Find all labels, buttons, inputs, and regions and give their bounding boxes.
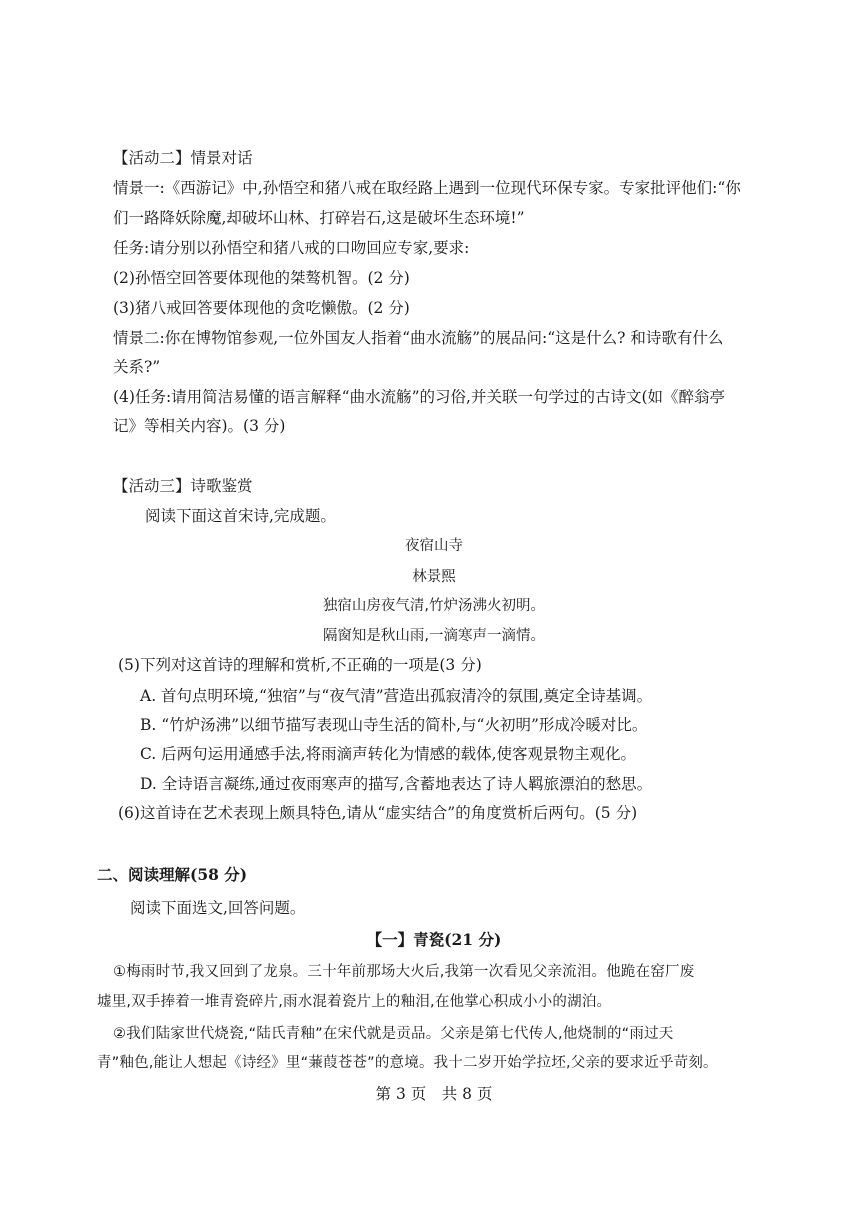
option-b: B. “竹炉汤沸”以细节描写表现山寺生活的简朴,与“火初明”形成冷暖对比。 xyxy=(140,716,648,734)
activity3-heading: 【活动三】诗歌鉴赏 xyxy=(113,477,253,495)
poem-line-2: 隔窗知是秋山雨,一滴寒声一滴情。 xyxy=(322,628,546,644)
task-line: 任务:请分别以孙悟空和猪八戒的口吻回应专家,要求: xyxy=(113,239,470,257)
poem-author: 林景熙 xyxy=(412,569,456,585)
section2-heading: 二、阅读理解(58 分) xyxy=(97,865,248,884)
option-a: A. 首句点明环境,“独宿”与“夜气清”营造出孤寂清冷的氛围,奠定全诗基调。 xyxy=(140,687,653,705)
paragraph-1-line1: ①梅雨时节,我又回到了龙泉。三十年前那场大火后,我第一次看见父亲流泪。他跪在窑厂废 xyxy=(113,964,695,980)
question-4-line2: 记》等相关内容)。(3 分) xyxy=(113,417,286,435)
paragraph-1-line2: 墟里,双手捧着一堆青瓷碎片,雨水混着瓷片上的釉泪,在他掌心积成小小的湖泊。 xyxy=(97,994,612,1010)
poem-intro: 阅读下面这首宋诗,完成题。 xyxy=(145,507,336,525)
section2-intro: 阅读下面选文,回答问题。 xyxy=(130,899,306,917)
activity2-heading: 【活动二】情景对话 xyxy=(113,149,253,167)
question-6: (6)这首诗在艺术表现上颇具特色,请从“虚实结合”的角度赏析后两句。(5 分) xyxy=(118,804,638,822)
option-c: C. 后两句运用通感手法,将雨滴声转化为情感的载体,使客观景物主观化。 xyxy=(140,745,637,763)
poem-line-1: 独宿山房夜气清,竹炉汤沸火初明。 xyxy=(322,598,546,614)
question-5: (5)下列对这首诗的理解和赏析,不正确的一项是(3 分) xyxy=(118,656,482,674)
article-title: 【一】青瓷(21 分) xyxy=(366,930,502,949)
paragraph-2-line2: 青”釉色,能让人想起《诗经》里“蒹葭苍苍”的意境。我十二岁开始学拉坯,父亲的要求近乎苛刻。 xyxy=(97,1055,718,1071)
page-number: 第 3 页 共 8 页 xyxy=(375,1085,493,1103)
scene2-line1: 情景二:你在博物馆参观,一位外国友人指着“曲水流觞”的展品问:“这是什么? 和诗歌有什么 xyxy=(113,329,724,347)
option-d: D. 全诗语言凝练,通过夜雨寒声的描写,含蓄地表达了诗人羁旅漂泊的愁思。 xyxy=(140,775,653,793)
scene1-line2: 们一路降妖除魔,却破坏山林、打碎岩石,这是破坏生态环境!” xyxy=(113,209,525,227)
scene2-line2: 关系?” xyxy=(113,358,161,376)
poem-title: 夜宿山寺 xyxy=(405,538,463,554)
paragraph-2-line1: ②我们陆家世代烧瓷,“陆氏青釉”在宋代就是贡品。父亲是第七代传人,他烧制的“雨过天 xyxy=(113,1026,674,1042)
question-3: (3)猪八戒回答要体现他的贪吃懒傲。(2 分) xyxy=(113,299,410,317)
question-2: (2)孙悟空回答要体现他的桀骜机智。(2 分) xyxy=(113,269,410,287)
question-4-line1: (4)任务:请用简洁易懂的语言解释“曲水流觞”的习俗,并关联一句学过的古诗文(如《醉翁亭 xyxy=(113,388,726,406)
scene1-line1: 情景一:《西游记》中,孙悟空和猪八戒在取经路上遇到一位现代环保专家。专家批评他们:“你 xyxy=(113,179,741,197)
